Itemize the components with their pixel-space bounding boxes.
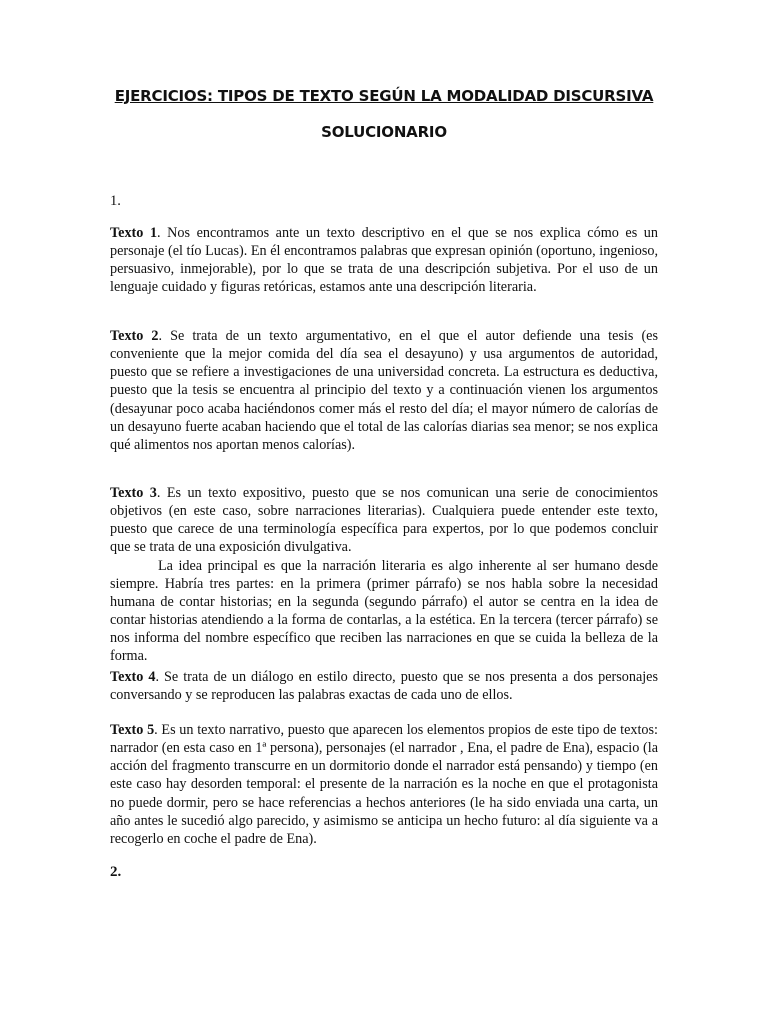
document-title: EJERCICIOS: TIPOS DE TEXTO SEGÚN LA MODALIDAD DISCURSIVA xyxy=(114,87,654,105)
paragraph-label: Texto 2 xyxy=(110,328,159,344)
section-number-2: 2. xyxy=(110,864,122,880)
paragraph-body: . Es un texto narrativo, puesto que aparecen los elementos propios de este tipo de textos: narrador (en esta caso en 1ª persona), personajes (el narrador , Ena, el padre de Ena), espacio (la acción del fragmento transcurre en un dormitorio donde el narrador está pensando) y tiempo (en este caso hay desorden temporal: el presente de la narración es la noche en que el protagonista no puede dormir, pero se hace referencias a hechos anteriores (le ha sido enviada una carta, un año antes le sucedió algo parecido, y asimismo se anticipa un hecho futuro: al día siguiente va a recogerlo en coche el padre de Ena). xyxy=(110,722,658,847)
paragraph-label: Texto 3 xyxy=(110,485,157,501)
paragraph-body: . Se trata de un diálogo en estilo directo, puesto que se nos presenta a dos personajes conversando y se reproducen las palabras exactas de cada uno de ellos. xyxy=(110,669,659,704)
paragraph-body: . Se trata de un texto argumentativo, en el que el autor defiende una tesis (es conveniente que la mejor comida del día sea el desayuno) y usa argumentos de autoridad, puesto que se refiere a investigaciones de una universidad concreta. La estructura es deductiva, puesto que la tesis se encuentra al principio del texto y a continuación vienen los argumentos (desayunar poco acaba haciéndonos comer más el resto del día; el mayor número de calorías de un desayuno fuerte acaban haciendo que el total de las calorías diarias sea menor; se nos explica qué alimentos nos aportan menos calorías). xyxy=(110,328,658,453)
paragraph-continuation: La idea principal es que la narración literaria es algo inherente al ser humano desde siempre. Habría tres partes: en la primera (primer párrafo) se nos habla sobre la necesidad humana de contar historias; en la segunda (segundo párrafo) el autor se centra en la idea de contar historias atendiendo a la forma de contarlas, a la estética. En la tercera (tercer párrafo) se nos informa del nombre específico que reciben las narraciones en que se cuida la belleza de la forma. xyxy=(110,557,658,665)
paragraph-texto-1 xyxy=(110,224,658,297)
paragraph-texto-4 xyxy=(110,668,658,704)
paragraph-texto-2 xyxy=(110,327,658,454)
section-number-1: 1. xyxy=(110,193,121,209)
document-subtitle: SOLUCIONARIO xyxy=(321,123,447,141)
paragraph-label: Texto 1 xyxy=(110,225,158,241)
paragraph-label: Texto 4 xyxy=(110,669,156,685)
paragraph-label: Texto 5 xyxy=(110,722,155,738)
paragraph-body: . Nos encontramos ante un texto descriptivo en el que se nos explica cómo es un personaje (el tío Lucas). En él encontramos palabras que expresan opinión (oportuno, ingenioso, persuasivo, inmejorable), por lo que se trata de una descripción subjetiva. Por el uso de un lenguaje cuidado y figuras retóricas, estamos ante una descripción literaria. xyxy=(110,225,658,296)
paragraph-texto-5 xyxy=(110,721,658,848)
paragraph-body: . Es un texto expositivo, puesto que se nos comunican una serie de conocimientos objetivos (en este caso, sobre narraciones literarias). Cualquiera puede entender este texto, puesto que carece de una terminología específica para expertos, por lo que podemos concluir que se trata de una exposición divulgativa. xyxy=(110,485,658,556)
paragraph-texto-3 xyxy=(110,484,658,666)
